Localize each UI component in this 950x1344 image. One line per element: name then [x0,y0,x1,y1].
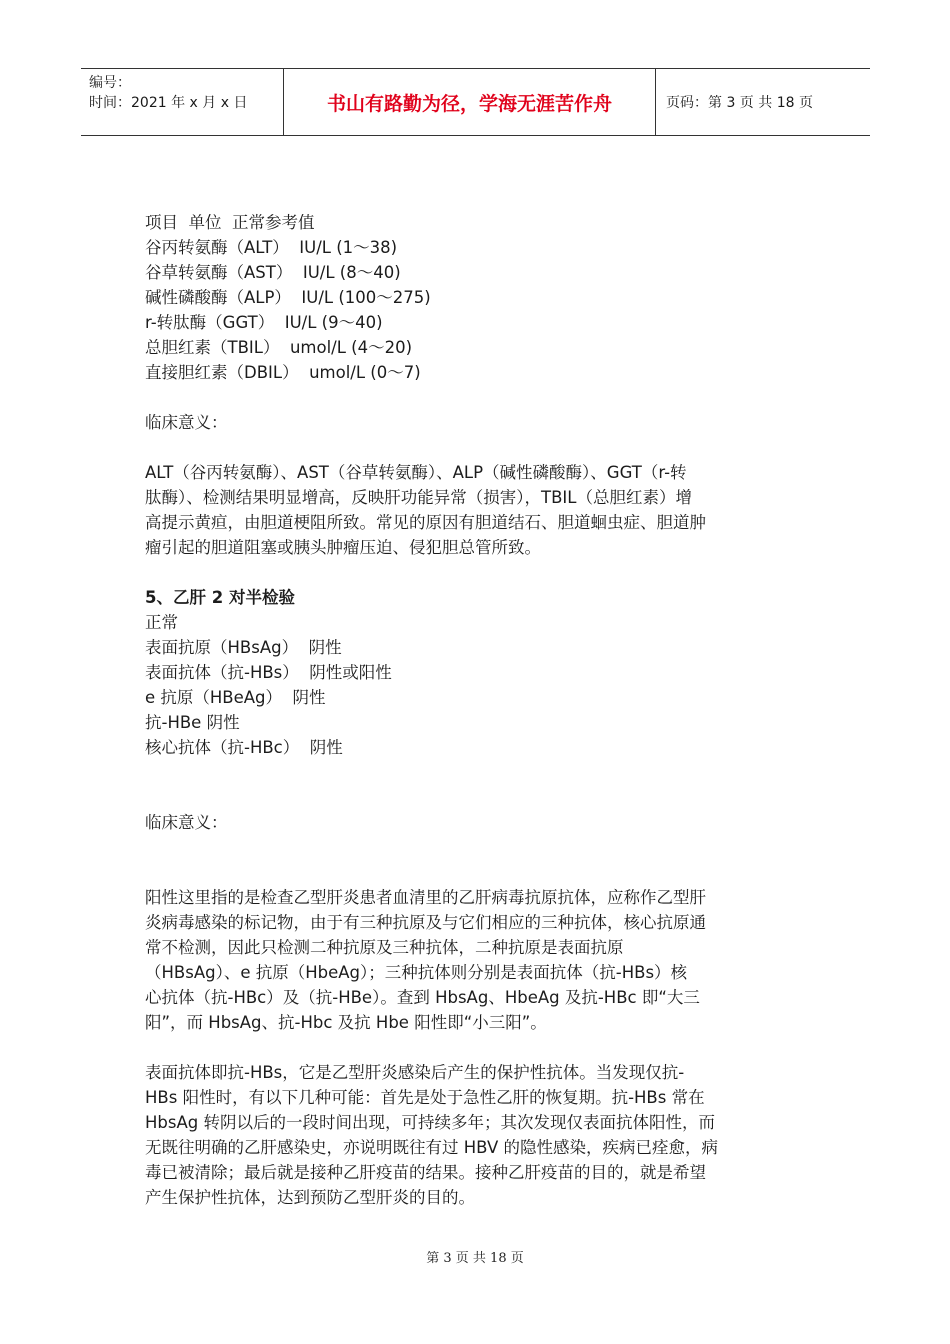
reference-row: 谷草转氨酶（AST） IU/L (8～40) [145,263,401,282]
reference-table-header: 项目 单位 正常参考值 [145,213,315,232]
reference-row: 总胆红素（TBIL） umol/L (4～20) [145,338,413,357]
paragraph-line: 表面抗体即抗-HBs，它是乙型肝炎感染后产生的保护性抗体。当发现仅抗- [145,1063,685,1082]
paragraph-line: 毒已被清除；最后就是接种乙肝疫苗的结果。接种乙肝疫苗的目的，就是希望 [145,1163,706,1182]
paragraph-line: 常不检测，因此只检测二种抗原及三种抗体，二种抗原是表面抗原 [145,938,624,957]
clinical-significance-label: 临床意义： [145,413,228,432]
hbv-normal-label: 正常 [145,613,178,632]
hbv-table [145,610,815,760]
document-number: 编号： [89,75,131,91]
document-date: 时间：2021 年 x 月 x 日 [89,95,248,111]
paragraph-line: HBs 阳性时，有以下几种可能：首先是处于急性乙肝的恢复期。抗-HBs 常在 [145,1088,705,1107]
paragraph-line: 瘤引起的胆道阻塞或胰头肿瘤压迫、侵犯胆总管所致。 [145,538,541,557]
hbv-row: e 抗原（HBeAg） 阴性 [145,688,326,707]
header-meta [81,69,283,135]
reference-row: r-转肽酶（GGT） IU/L (9～40) [145,313,383,332]
paragraph-line: 产生保护性抗体，达到预防乙型肝炎的目的。 [145,1188,475,1207]
paragraph-line: 高提示黄疸，由胆道梗阻所致。常见的原因有胆道结石、胆道蛔虫症、胆道肿 [145,513,706,532]
hbv-paragraph [145,885,815,1035]
antibody-paragraph [145,1060,815,1210]
hbv-row: 表面抗原（HBsAg） 阴性 [145,638,342,657]
header-page-info: 页码：第 3 页 共 18 页 [666,95,813,111]
paragraph-line: HbsAg 转阴以后的一段时间出现，可持续多年；其次发现仅表面抗体阳性，而 [145,1113,715,1132]
paragraph-line: （HBsAg）、e 抗原（HbeAg）；三种抗体则分别是表面抗体（抗-HBs）核 [145,963,688,982]
reference-row: 谷丙转氨酶（ALT） IU/L (1～38) [145,238,398,257]
paragraph-line: 炎病毒感染的标记物，由于有三种抗原及与它们相应的三种抗体，核心抗原通 [145,913,706,932]
header-motto: 书山有路勤为径，学海无涯苦作舟 [283,69,656,135]
hbv-row: 表面抗体（抗-HBs） 阴性或阳性 [145,663,392,682]
page-header [81,68,870,136]
paragraph-line: 阳性这里指的是检查乙型肝炎患者血清里的乙肝病毒抗原抗体，应称作乙型肝 [145,888,706,907]
paragraph-line: 心抗体（抗-HBc）及（抗-HBe）。查到 HbsAg、HbeAg 及抗-HBc 即“大三 [145,988,700,1007]
paragraph-line: ALT（谷丙转氨酶）、AST（谷草转氨酶）、ALP（碱性磷酸酶）、GGT（r-转 [145,463,687,482]
clinical-significance-label: 临床意义： [145,813,228,832]
paragraph-line: 无既往明确的乙肝感染史，亦说明既往有过 HBV 的隐性感染，疾病已痊愈，病 [145,1138,718,1157]
hbv-row: 抗-HBe 阴性 [145,713,240,732]
paragraph-line: 阳”，而 HbsAg、抗-Hbc 及抗 Hbe 阳性即“小三阳”。 [145,1013,547,1032]
hbv-row: 核心抗体（抗-HBc） 阴性 [145,738,343,757]
page-footer: 第 3 页 共 18 页 [426,1251,524,1266]
reference-row: 碱性磷酸酶（ALP） IU/L (100～275) [145,288,431,307]
reference-row: 直接胆红素（DBIL） umol/L (0～7) [145,363,421,382]
paragraph-line: 肽酶）、检测结果明显增高，反映肝功能异常（损害），TBIL（总胆红素）增 [145,488,692,507]
liver-paragraph [145,460,815,560]
section-heading: 5、乙肝 2 对半检验 [145,588,295,607]
document-body [145,210,815,1210]
reference-table [145,210,815,385]
